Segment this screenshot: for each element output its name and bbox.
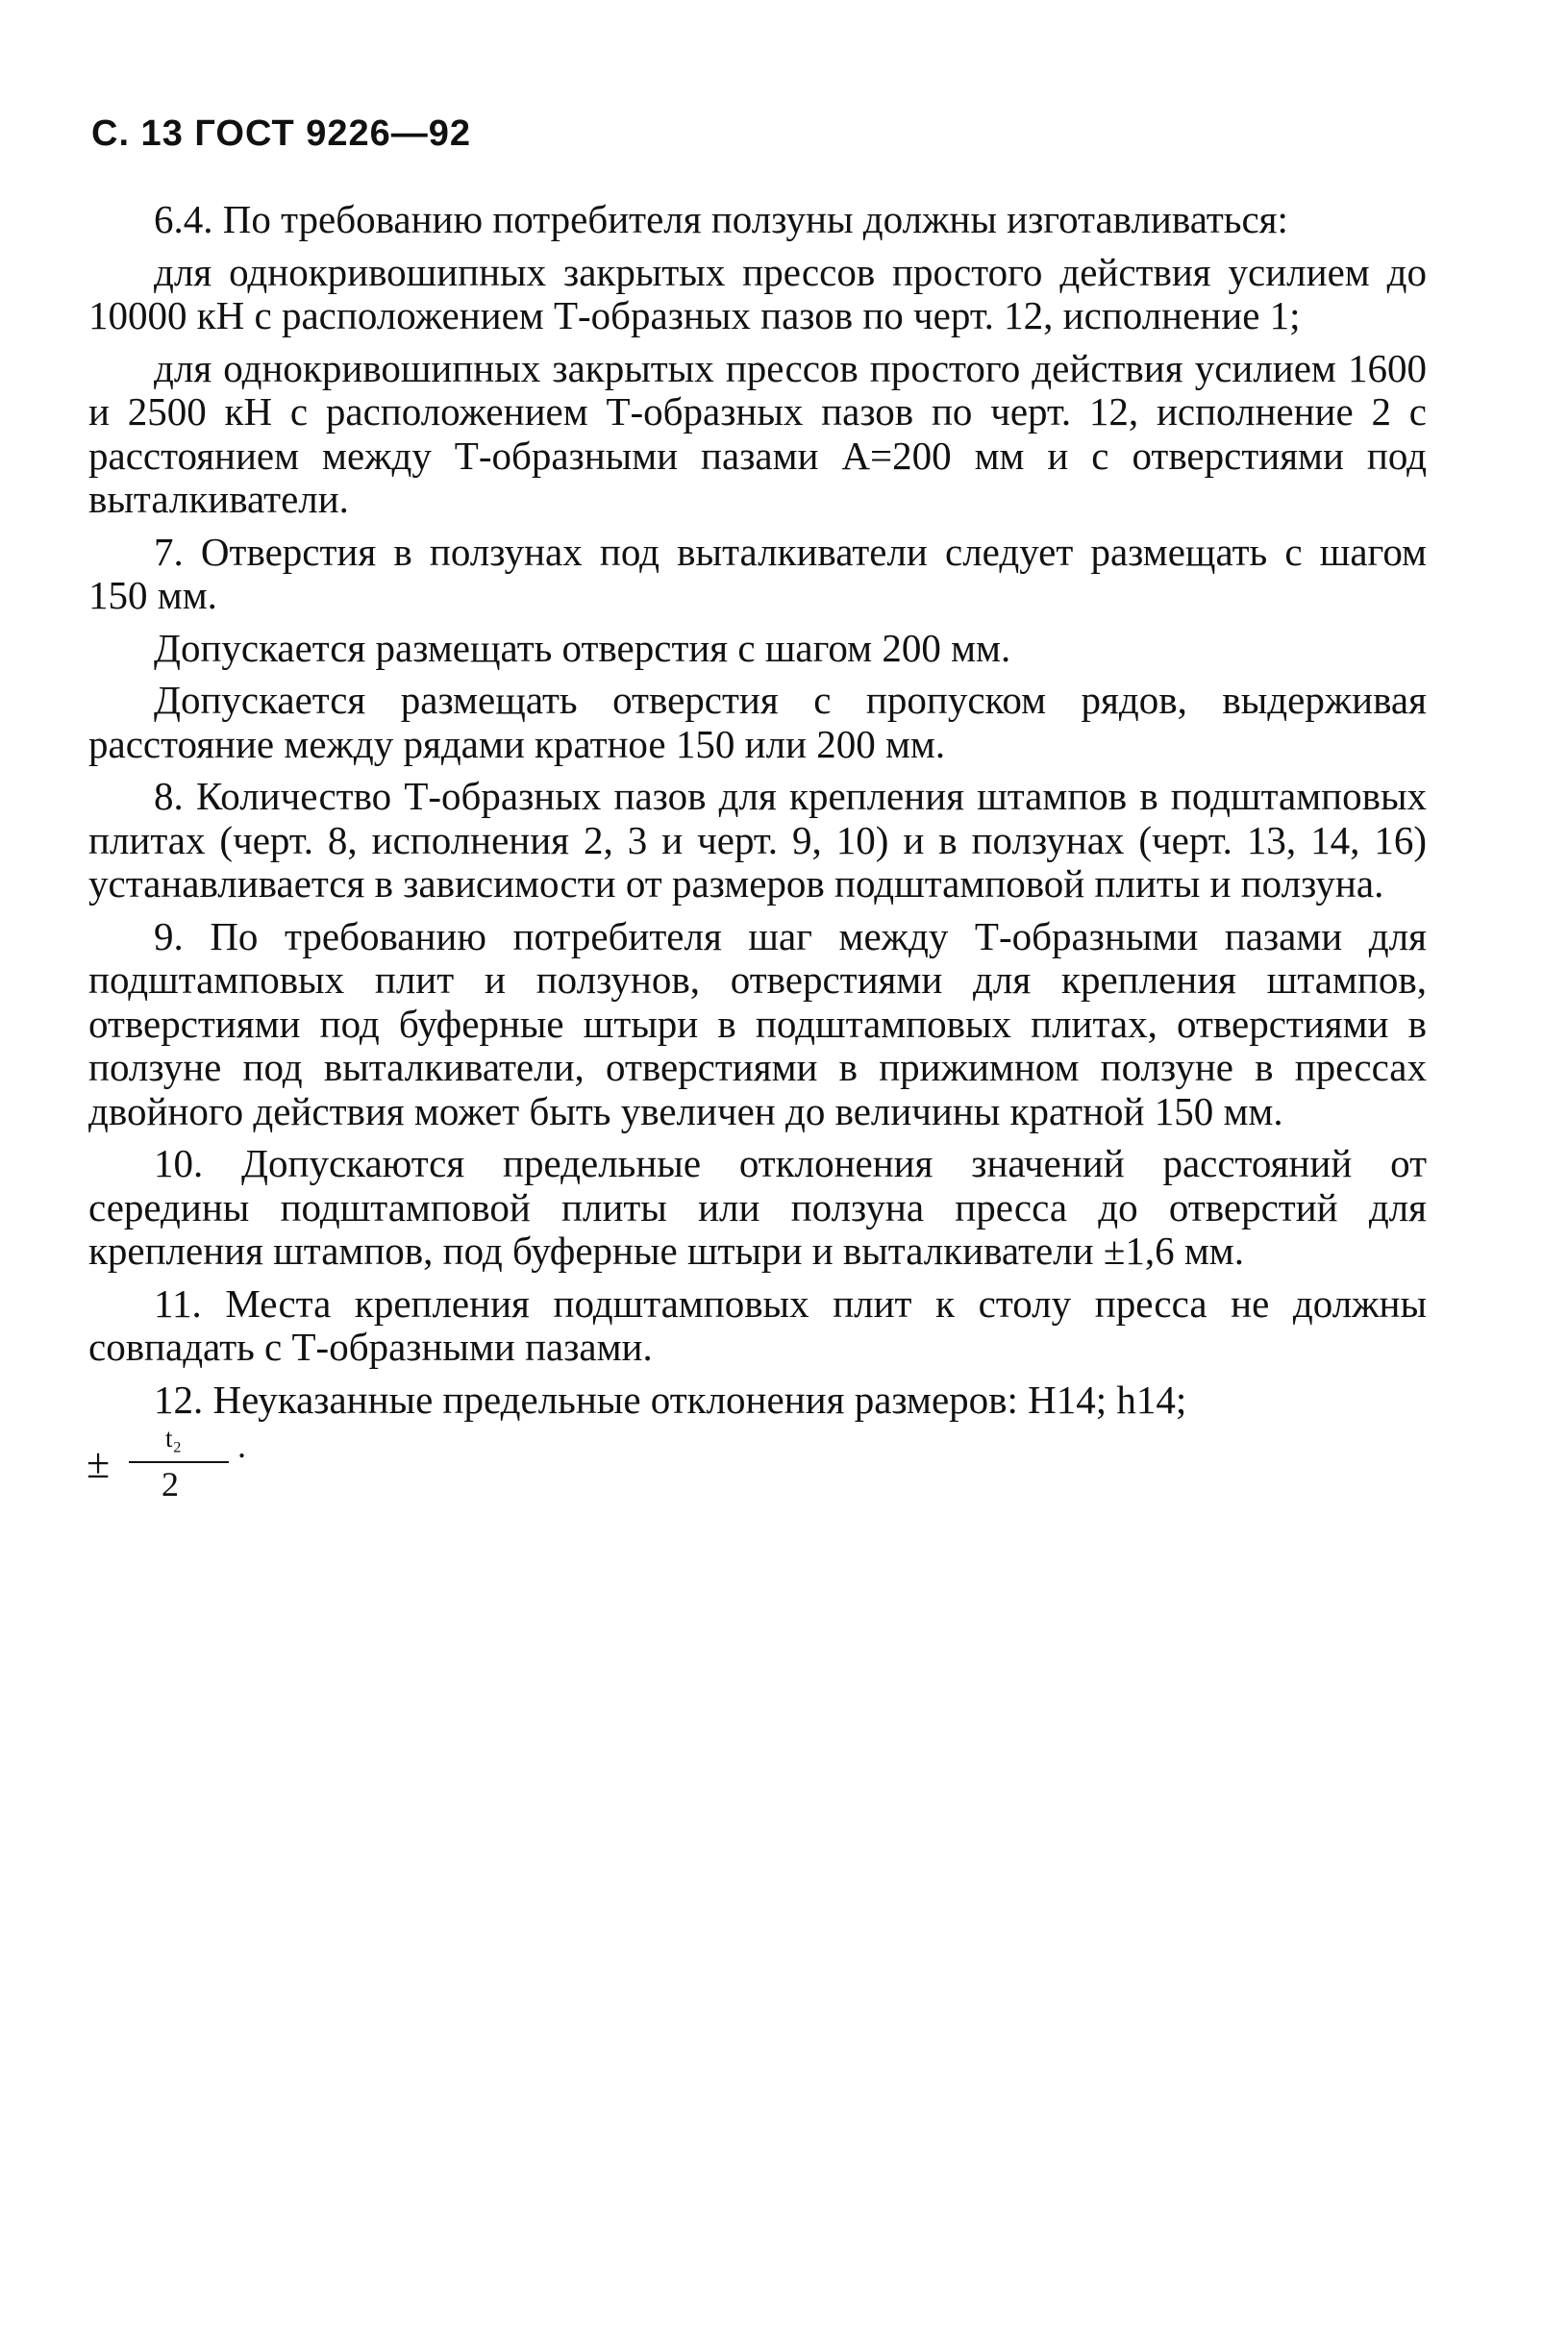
tolerance-formula bbox=[87, 1424, 338, 1517]
paragraph-11: 11. Места крепления подштамповых плит к столу пресса не должны совпадать с Т-образными пазами. bbox=[88, 1280, 1427, 1369]
paragraph-9: 9. По требованию потребителя шаг между Т-образными пазами для подштамповых плит и ползунов, отверстиями для крепления штампов, отверстиями под буферные штыри в подштамповых плитах, отверстиями в ползуне под выталкиватели, отверстиями в прижимном ползуне в прессах двойного действия может быть увеличен до величины кратной 150 мм. bbox=[88, 913, 1427, 1133]
paragraph-6-4-item-2: для однокривошипных закрытых прессов простого действия усилием 1600 и 2500 кН с расположением Т-образных пазов по черт. 12, исполнение 2 с расстоянием между Т-образными пазами А=200 мм и с отверстиями под выталкиватели. bbox=[88, 345, 1427, 521]
fraction-bar bbox=[129, 1461, 229, 1463]
paragraph-10: 10. Допускаются предельные отклонения значений расстояний от середины подштамповой плиты или ползуна пресса до отверстий для крепления штампов, под буферные штыри и выталкиватели ±1,6 мм. bbox=[88, 1141, 1427, 1273]
formula-numerator: t₂ bbox=[165, 1424, 182, 1453]
paragraph-8: 8. Количество Т-образных пазов для крепления штампов в подштамповых плитах (черт. 8, исполнения 2, 3 и черт. 9, 10) и в ползунах (черт. 13, 14, 16) устанавливается в зависимости от размеров подштамповой плиты и ползуна. bbox=[88, 774, 1427, 906]
formula-terminator: . bbox=[237, 1427, 246, 1465]
running-header: С. 13 ГОСТ 9226—92 bbox=[91, 113, 472, 154]
formula-denominator: 2 bbox=[162, 1465, 179, 1503]
paragraph-7-note-2: Допускается размещать отверстия с пропуском рядов, выдерживая расстояние между рядами кратное 150 или 200 мм. bbox=[88, 678, 1427, 766]
plus-minus-sign: ± bbox=[87, 1440, 111, 1487]
paragraph-6-4-item-1: для однокривошипных закрытых прессов простого действия усилием до 10000 кН с расположением Т-образных пазов по черт. 12, исполнение 1; bbox=[88, 249, 1427, 337]
paragraph-6-4: 6.4. По требованию потребителя ползуны должны изготавливаться: bbox=[154, 197, 1288, 241]
paragraph-12: 12. Неуказанные предельные отклонения размеров: Н14; h14; bbox=[154, 1377, 1187, 1422]
paragraph-7: 7. Отверстия в ползунах под выталкиватели следует размещать с шагом 150 мм. bbox=[88, 529, 1427, 617]
document-body bbox=[88, 198, 1427, 1517]
paragraph-7-note-1: Допускается размещать отверстия с шагом 200 мм. bbox=[154, 625, 1011, 670]
